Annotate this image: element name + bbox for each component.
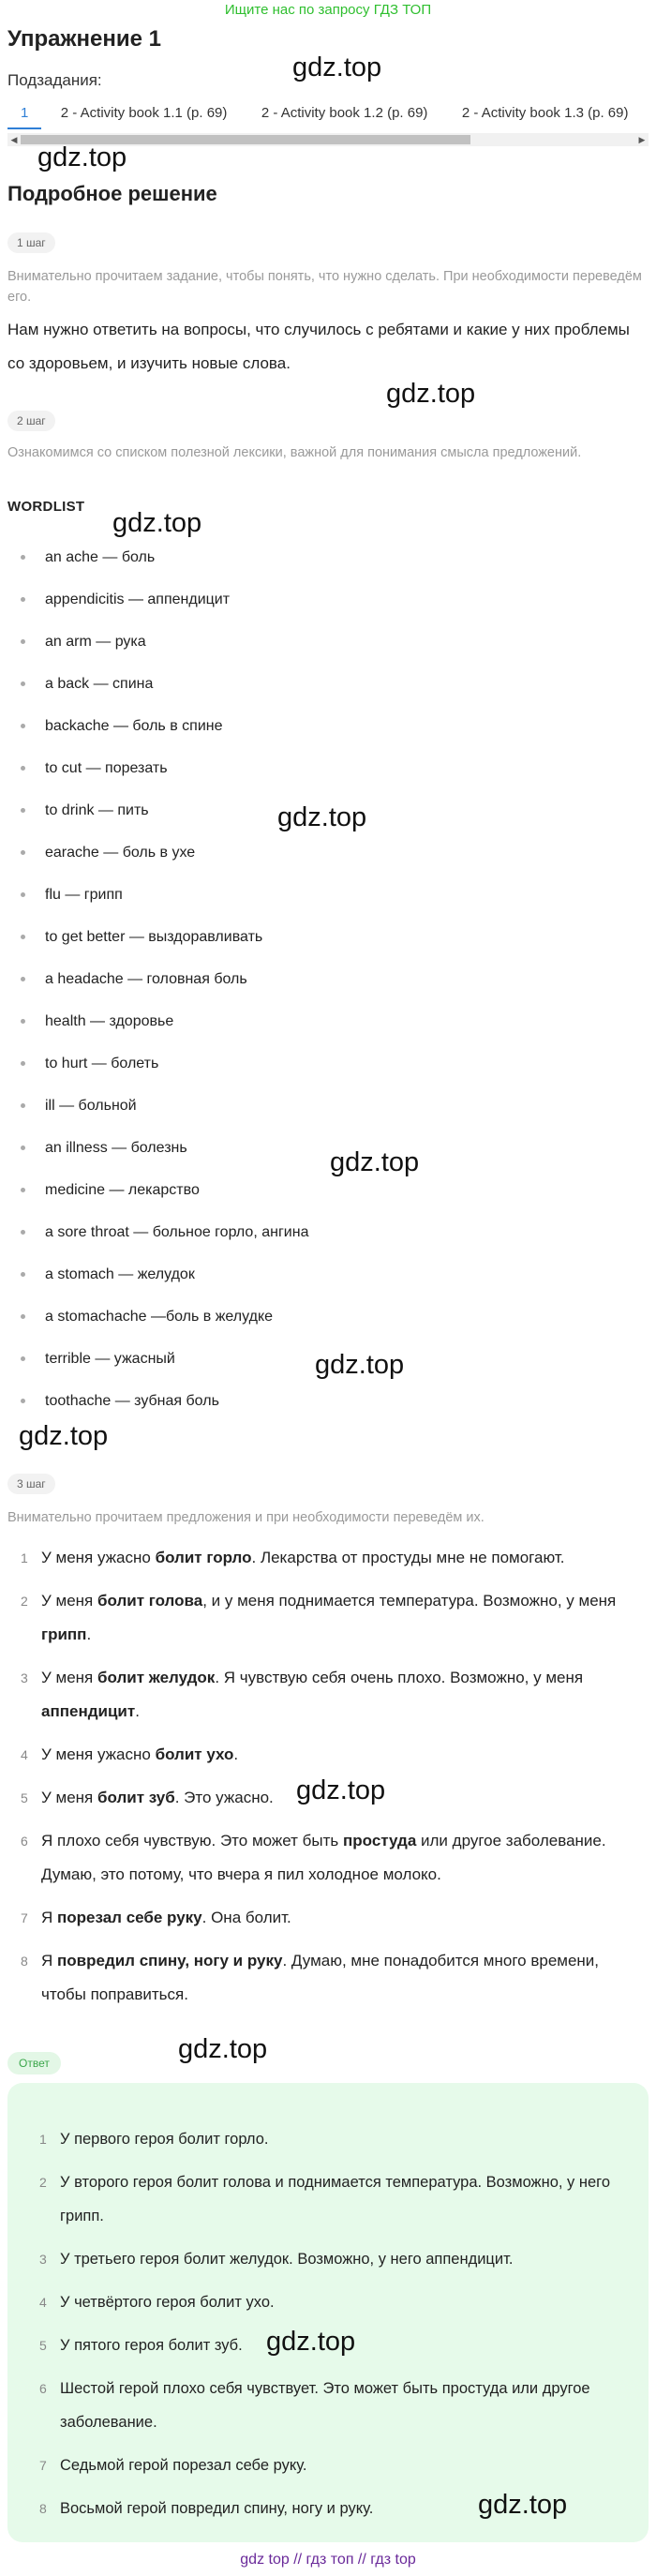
list-item: an arm — рука <box>7 621 645 663</box>
list-item <box>7 1541 645 1575</box>
bold-part: болит зуб <box>97 1789 175 1806</box>
text-part: . Лекарства от простуды мне не помогают. <box>251 1549 565 1566</box>
list-item <box>7 1901 645 1935</box>
list-item: appendicitis — аппендицит <box>7 578 645 621</box>
bold-part: болит ухо <box>155 1745 234 1763</box>
item-number: 2 <box>21 1594 28 1609</box>
watermark: gdz.top <box>386 379 476 409</box>
list-item: toothache — зубная боль <box>7 1380 645 1422</box>
watermark: gdz.top <box>330 1147 420 1177</box>
solution-title: Подробное решение <box>7 182 217 205</box>
watermark: gdz.top <box>277 802 367 832</box>
answer-text: У четвёртого героя болит ухо. <box>60 2294 275 2311</box>
list-item: medicine — лекарство <box>7 1169 645 1211</box>
text-part: У меня <box>41 1789 97 1806</box>
list-item: an ache — боль <box>7 536 645 578</box>
list-item: terrible — ужасный <box>7 1338 645 1380</box>
list-item <box>7 1824 645 1892</box>
text-part: . Она болит. <box>201 1909 291 1926</box>
item-number: 5 <box>39 2338 47 2353</box>
step-3-note: Внимательно прочитаем предложения и при необходимости переведём их. <box>7 1510 485 1525</box>
answer-badge: Ответ <box>7 2052 61 2074</box>
watermark: gdz.top <box>315 1350 405 1380</box>
bold-part: болит голова <box>97 1592 203 1610</box>
bold-part: аппендицит <box>41 1702 136 1720</box>
text-part: Я <box>41 1952 57 1969</box>
answer-text: Восьмой герой повредил спину, ногу и руку. <box>60 2500 374 2517</box>
list-item: flu — грипп <box>7 874 645 916</box>
item-number: 4 <box>39 2295 47 2310</box>
list-item <box>7 1944 645 2012</box>
answer-text: У второго героя болит голова и поднимается температура. Возможно, у него грипп. <box>60 2174 611 2224</box>
subtasks-label: Подзадания: <box>7 71 102 89</box>
footer-links[interactable]: gdz top // гдз топ // гдз top <box>240 2552 416 2568</box>
watermark: gdz.top <box>178 2034 268 2064</box>
list-item: to cut — порезать <box>7 747 645 789</box>
item-number: 6 <box>39 2381 47 2396</box>
item-number: 6 <box>21 1834 28 1849</box>
text-part: . <box>233 1745 239 1763</box>
list-item: to get better — выздоравливать <box>7 916 645 958</box>
text-part: или другое заболевание. Думаю, это потому, что вчера я пил холодное молоко. <box>41 1832 606 1883</box>
list-item <box>26 2285 626 2319</box>
subtask-tabs <box>7 97 649 131</box>
step-1-note: Внимательно прочитаем задание, чтобы понять, что нужно сделать. При необходимости переведём его. <box>7 269 642 305</box>
step-2-note: Ознакомимся со списком полезной лексики, важной для понимания смысла предложений. <box>7 445 582 460</box>
list-item: a stomachache —боль в желудке <box>7 1295 645 1338</box>
item-number: 4 <box>21 1747 28 1762</box>
scroll-right-icon[interactable]: ▶ <box>638 135 646 144</box>
list-item <box>26 2372 626 2439</box>
text-part: Я <box>41 1909 57 1926</box>
list-item: to hurt — болеть <box>7 1042 645 1085</box>
list-item <box>26 2122 626 2156</box>
item-number: 7 <box>39 2458 47 2473</box>
item-number: 1 <box>21 1550 28 1565</box>
text-part: У меня <box>41 1592 97 1610</box>
text-part: . <box>86 1625 92 1643</box>
list-item: earache — боль в ухе <box>7 831 645 874</box>
bold-part: болит желудок <box>97 1669 216 1686</box>
list-item: a back — спина <box>7 663 645 705</box>
list-item <box>7 1661 645 1729</box>
tab-activity-book-1-3[interactable]: 2 - Activity book 1.3 (p. 69) <box>461 105 629 121</box>
bold-part: повредил спину, ногу и руку <box>57 1952 283 1969</box>
text-part: У меня <box>41 1669 97 1686</box>
tab-activity-book-1-2[interactable]: 2 - Activity book 1.2 (p. 69) <box>261 105 428 121</box>
watermark: gdz.top <box>296 1775 386 1805</box>
text-part: . Это ужасно. <box>174 1789 274 1806</box>
answer-text: У пятого героя болит зуб. <box>60 2337 243 2354</box>
wordlist <box>7 536 645 1422</box>
item-number: 3 <box>39 2252 47 2267</box>
answer-text: У третьего героя болит желудок. Возможно, у него аппендицит. <box>60 2251 514 2268</box>
item-number: 2 <box>39 2175 47 2190</box>
text-part: У меня ужасно <box>41 1745 156 1763</box>
watermark: gdz.top <box>478 2490 568 2520</box>
list-item <box>7 1738 645 1772</box>
list-item: an illness — болезнь <box>7 1127 645 1169</box>
text-part: . <box>135 1702 140 1720</box>
list-item <box>7 1584 645 1652</box>
step-1-text: Нам нужно ответить на вопросы, что случилось с ребятами и какие у них проблемы со здоровьем, и изучить новые слова. <box>7 321 630 372</box>
list-item: a stomach — желудок <box>7 1253 645 1295</box>
text-part: . Я чувствую себя очень плохо. Возможно, у меня <box>215 1669 584 1686</box>
step-2-badge: 2 шаг <box>7 411 55 431</box>
bold-part: простуда <box>343 1832 417 1850</box>
answer-text: Шестой герой плохо себя чувствует. Это может быть простуда или другое заболевание. <box>60 2380 590 2431</box>
list-item: ill — больной <box>7 1085 645 1127</box>
text-part: Я плохо себя чувствую. Это может быть <box>41 1832 343 1850</box>
item-number: 8 <box>21 1954 28 1969</box>
answer-box <box>7 2083 649 2542</box>
item-number: 7 <box>21 1910 28 1925</box>
text-part: . Думаю, мне понадобится много времени, чтобы поправиться. <box>41 1952 600 2003</box>
list-item: to drink — пить <box>7 789 645 831</box>
bold-part: грипп <box>41 1625 87 1643</box>
tab-activity-book-1-1[interactable]: 2 - Activity book 1.1 (p. 69) <box>60 105 228 121</box>
text-part: У меня ужасно <box>41 1549 156 1566</box>
tab-1[interactable]: 1 <box>7 97 41 129</box>
watermark: gdz.top <box>112 508 202 538</box>
item-number: 8 <box>39 2501 47 2516</box>
wordlist-title: WORDLIST <box>7 499 85 515</box>
page-title: Упражнение 1 <box>7 26 161 52</box>
item-number: 1 <box>39 2132 47 2147</box>
list-item <box>26 2242 626 2276</box>
text-part: , и у меня поднимается температура. Возможно, у меня <box>202 1592 617 1610</box>
list-item <box>26 2165 626 2233</box>
bold-part: болит горло <box>155 1549 252 1566</box>
step-3-badge: 3 шаг <box>7 1474 55 1494</box>
list-item: health — здоровье <box>7 1000 645 1042</box>
watermark: gdz.top <box>266 2327 356 2357</box>
step-1-badge: 1 шаг <box>7 232 55 253</box>
answer-text: Седьмой герой порезал себе руку. <box>60 2457 307 2474</box>
item-number: 3 <box>21 1670 28 1685</box>
list-item: backache — боль в спине <box>7 705 645 747</box>
scroll-left-icon[interactable]: ◀ <box>10 135 18 144</box>
bold-part: порезал себе руку <box>57 1909 202 1926</box>
list-item: a sore throat — больное горло, ангина <box>7 1211 645 1253</box>
list-item: a headache — головная боль <box>7 958 645 1000</box>
search-banner: Ищите нас по запросу ГДЗ ТОП <box>224 2 432 18</box>
watermark: gdz.top <box>37 142 127 172</box>
answer-text: У первого героя болит горло. <box>60 2131 269 2148</box>
item-number: 5 <box>21 1790 28 1805</box>
list-item <box>26 2449 626 2482</box>
watermark: gdz.top <box>292 52 382 82</box>
watermark: gdz.top <box>19 1421 109 1451</box>
